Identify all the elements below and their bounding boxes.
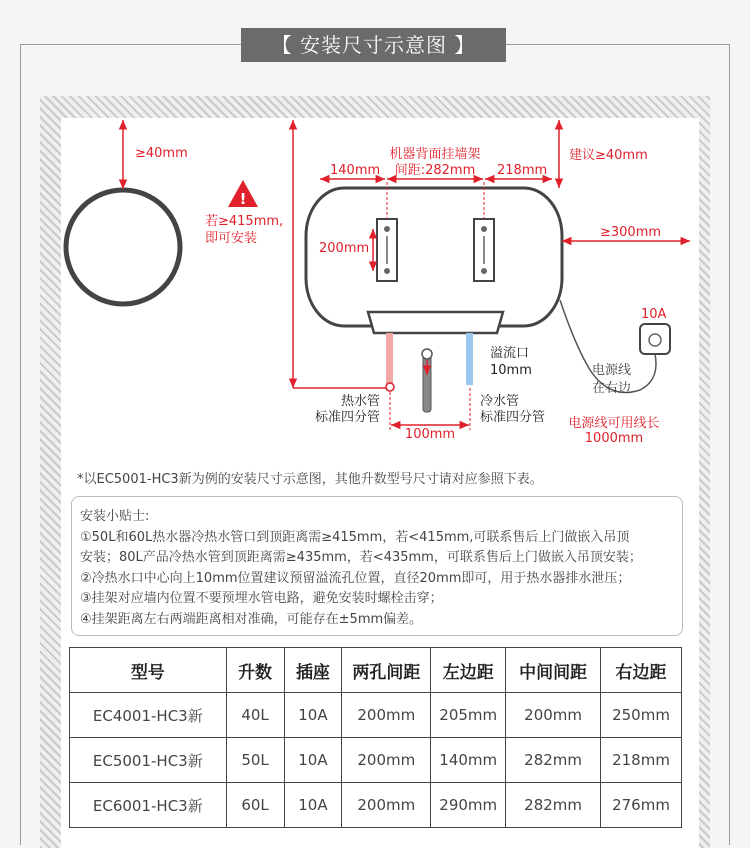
table-cell: 10A [284,783,342,828]
tips-line: ④挂架距离左右两端距离相对准确，可能存在±5mm偏差。 [80,611,423,627]
power-line2: 在右边 [592,381,632,396]
hot-pipe-line2: 标准四分管 [314,410,380,425]
col-header: 升数 [226,648,284,693]
hole-spacing-label: 200mm [319,241,370,256]
table-cell: EC4001-HC3新 [70,693,227,738]
socket-rating: 10A [641,307,667,322]
table-cell: 200mm [506,693,601,738]
right-margin-label: 218mm [497,163,548,178]
col-header: 左边距 [431,648,506,693]
power-socket-icon [640,324,670,354]
side-view-circle [66,190,180,304]
col-header: 中间间距 [506,648,601,693]
table-header-row [70,648,682,693]
heater-base [368,312,503,333]
table-cell: 282mm [506,738,601,783]
table-cell: 10A [284,693,342,738]
table-cell: 200mm [342,693,431,738]
top-gap-label: ≥40mm [135,146,188,161]
left-margin-label: 140mm [330,163,381,178]
table-cell: 140mm [431,738,506,783]
table-cell: 40L [226,693,284,738]
table-cell: 200mm [342,738,431,783]
bracket-label-line2: 间距:282mm [394,163,476,178]
hot-pipe [386,333,393,385]
tips-line: ②冷热水口中心向上10mm位置建议预留溢流孔位置，直径20mm即可，用于热水器排水泄压； [80,570,631,586]
tips-line: 安装；80L产品冷热水管到顶距离需≥435mm，若<435mm，可联系售后上门做嵌入吊顶安装； [80,550,642,565]
table-row [70,693,682,738]
table-cell: 200mm [342,783,431,828]
diagram-note: *以EC5001-HC3新为例的安装尺寸示意图，其他升数型号尺寸请对应参照下表。 [77,472,543,487]
col-header: 型号 [70,648,227,693]
cold-pipe-line1: 冷水管 [480,394,520,409]
table-cell: 218mm [601,738,682,783]
cold-pipe [466,333,473,385]
table-cell: EC6001-HC3新 [70,783,227,828]
cold-pipe-line2: 标准四分管 [480,410,546,425]
tips-line: ③挂架对应墙内位置不要预埋水管电路，避免安装时螺栓击穿； [80,591,443,606]
table-cell: 10A [284,738,342,783]
col-header: 两孔间距 [342,648,431,693]
table-cell: 276mm [601,783,682,828]
table-cell: 205mm [431,693,506,738]
svg-text:!: ! [239,190,247,208]
col-header: 插座 [284,648,342,693]
table-cell: 290mm [431,783,506,828]
power-line1: 电源线 [592,363,632,378]
hot-pipe-line1: 热水管 [340,394,380,409]
spec-table [69,647,682,828]
tips-line: ①50L和60L热水器冷热水管口到顶距离需≥415mm，若<415mm,可联系售后上门做嵌入吊顶 [80,529,630,545]
page-title: 【 安装尺寸示意图 】 [241,28,506,62]
cord-length-line2: 1000mm [584,431,644,446]
cord-length-line1: 电源线可用线长 [568,416,660,431]
warning-line2: 即可安装 [205,231,258,246]
table-cell: 60L [226,783,284,828]
table-row [70,783,682,828]
install-tips [71,496,683,636]
pipe-spacing-label: 100mm [404,427,456,442]
table-cell: 250mm [601,693,682,738]
bracket-label-line1: 机器背面挂墙架 [389,147,481,162]
side-clearance-label: ≥300mm [600,225,662,240]
tips-line: 安装小贴士: [80,509,150,524]
overflow-line1: 溢流口 [490,346,530,361]
table-cell: EC5001-HC3新 [70,738,227,783]
overflow-line2: 10mm [490,363,532,378]
warning-line1: 若≥415mm, [205,214,284,229]
table-row [70,738,682,783]
heater-body [306,188,562,326]
col-header: 右边距 [601,648,682,693]
table-cell: 50L [226,738,284,783]
table-cell: 282mm [506,783,601,828]
suggest-top-label: 建议≥40mm [569,148,648,163]
